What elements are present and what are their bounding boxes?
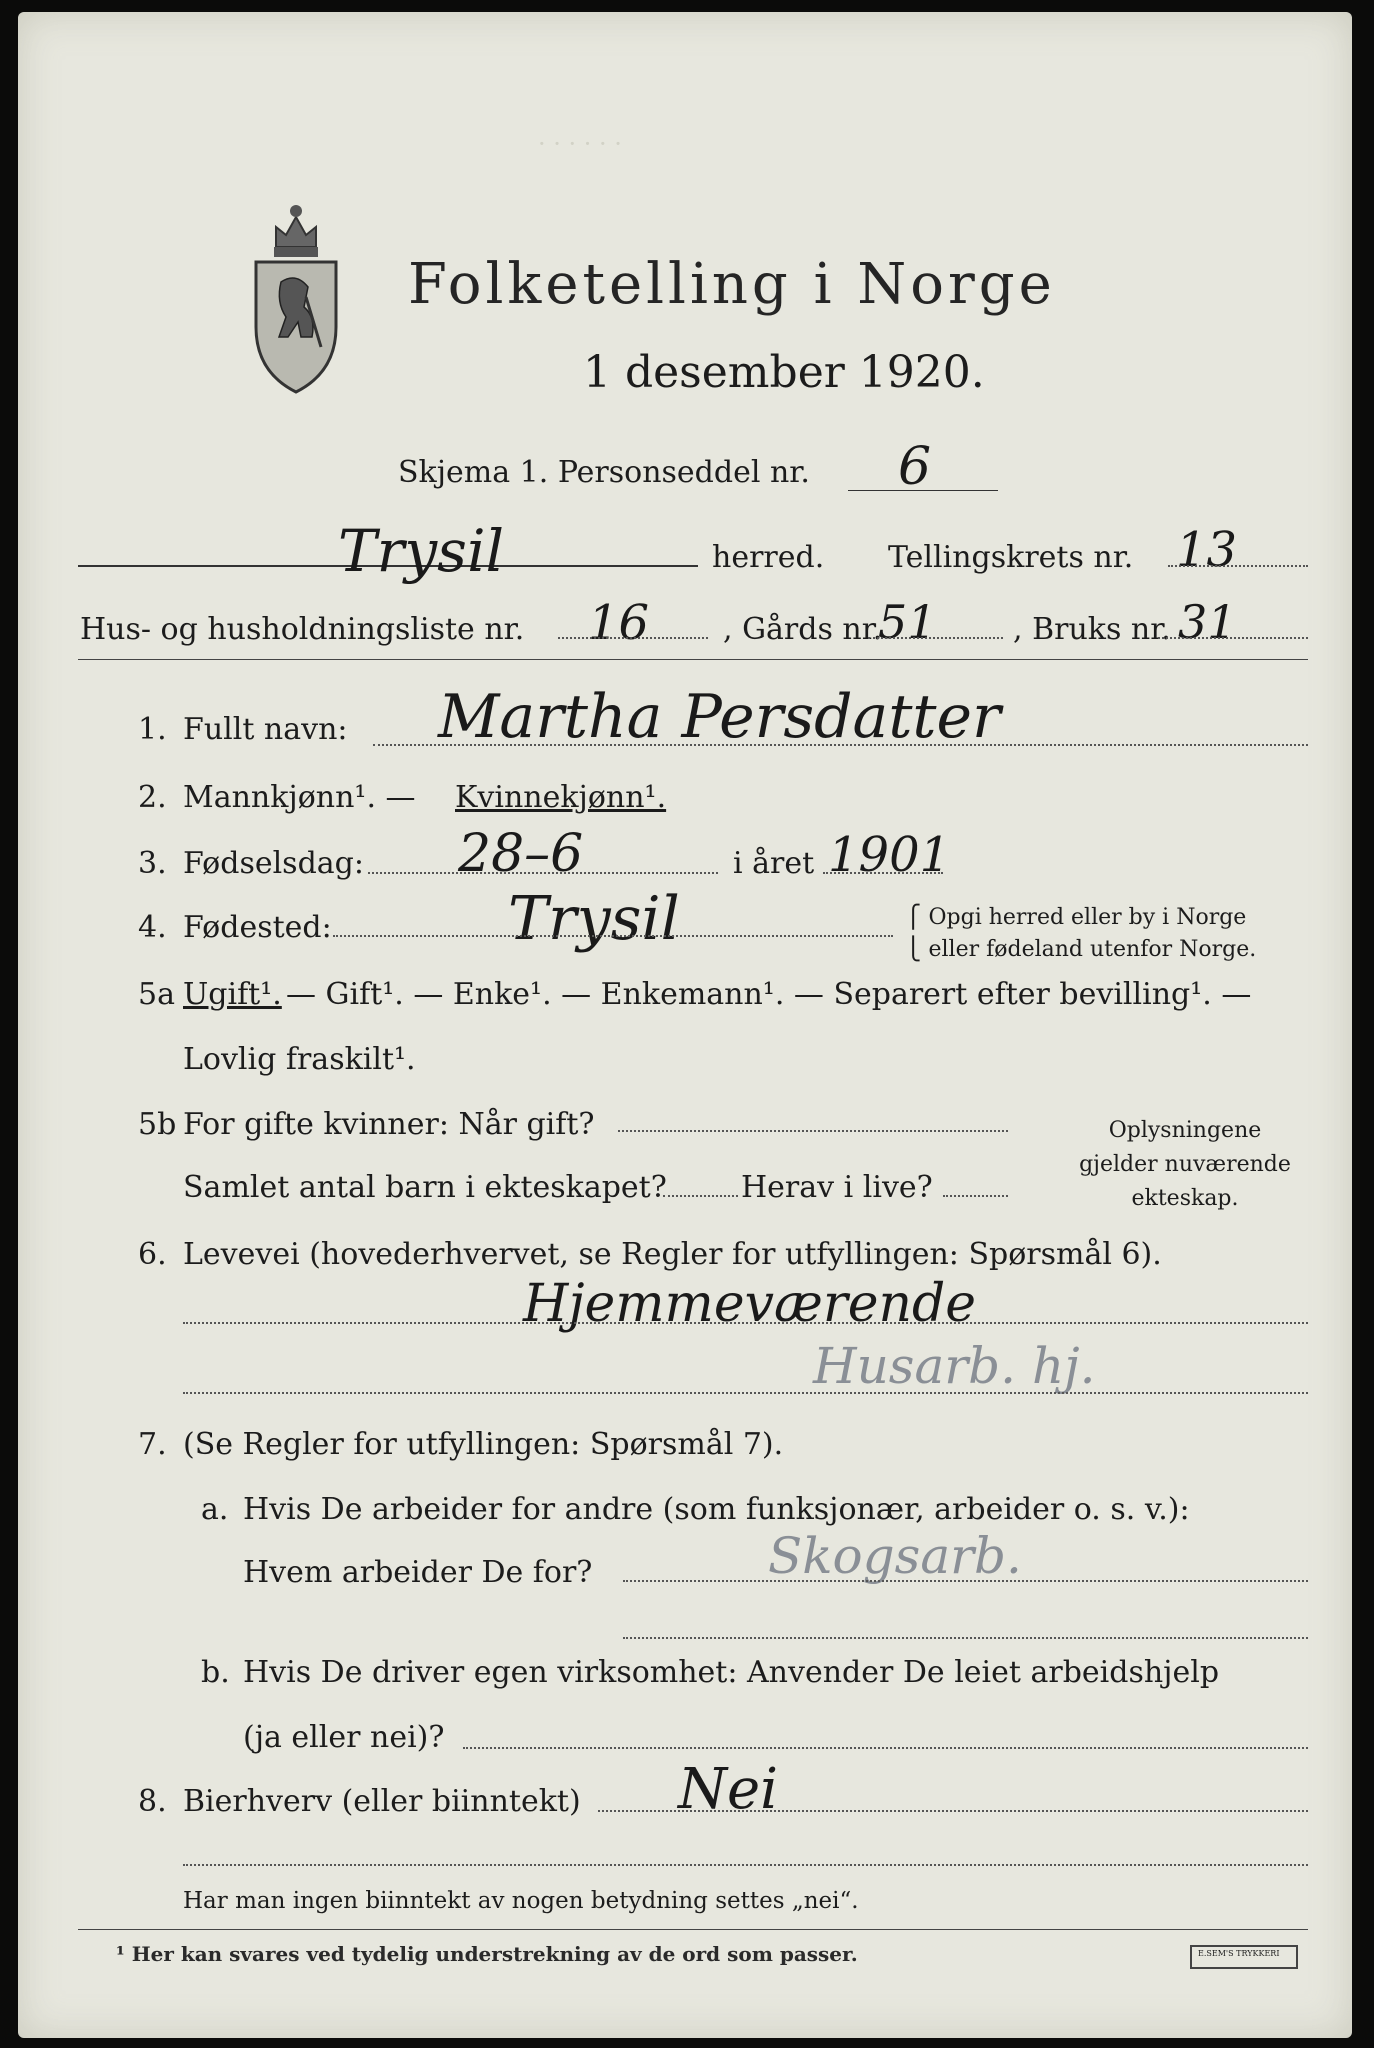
occupation-dots-1: [183, 1322, 1308, 1324]
ugift-option[interactable]: Ugift¹.: [183, 977, 282, 1012]
bruks-dots: [1158, 637, 1308, 639]
q5a-options: — Gift¹. — Enke¹. — Enkemann¹. — Separert efter bevilling¹. —: [286, 977, 1252, 1012]
q5b-note-line-2: gjelder nuværende: [1079, 1152, 1291, 1177]
birthplace-dots: [333, 935, 893, 937]
q6-number: 6.: [138, 1237, 167, 1272]
q1-number: 1.: [138, 712, 167, 747]
alive-dots: [943, 1195, 1008, 1197]
printer-stamp-text: E.SEM'S TRYKKERI: [1198, 1949, 1280, 1958]
q3-number: 3.: [138, 846, 167, 881]
income-note: Har man ingen biinntekt av nogen betydning settes „nei“.: [183, 1888, 859, 1914]
footnote: ¹ Her kan svares ved tydelig understrekning av de ord som passer.: [116, 1942, 858, 1966]
q4-number: 4.: [138, 910, 167, 945]
q5b-label: For gifte kvinner: Når gift?: [183, 1107, 595, 1142]
q5b-children-label: Samlet antal barn i ekteskapet?: [183, 1170, 667, 1205]
occupation-dots-2: [183, 1392, 1308, 1394]
gards-label: , Gårds nr.: [723, 612, 883, 647]
q7b-dots: [463, 1747, 1308, 1749]
husholdningsliste-label: Hus- og husholdningsliste nr.: [80, 612, 525, 647]
q1-label: Fullt navn:: [183, 712, 348, 747]
tellingskrets-dots: [1168, 565, 1308, 567]
q7-number: 7.: [138, 1427, 167, 1462]
q7b-letter: b.: [201, 1655, 230, 1690]
husholdningsliste-value[interactable]: 16: [588, 595, 650, 651]
printer-stamp: [1190, 1945, 1298, 1969]
q5b-note-line-1: Oplysningene: [1108, 1118, 1262, 1143]
year-label: i året: [733, 846, 815, 881]
form-date: 1 desember 1920.: [583, 347, 985, 398]
q4-label: Fødested:: [183, 910, 332, 945]
q7b-label: Hvis De driver egen virksomhet: Anvender De leiet arbeidshjelp: [243, 1655, 1220, 1690]
birthplace-value[interactable]: Trysil: [508, 884, 680, 954]
birthplace-note-line-2: ⎩ eller fødeland utenfor Norge.: [905, 937, 1257, 962]
q5b-note: [1050, 1114, 1320, 1216]
birthday-value[interactable]: 28–6: [458, 824, 584, 884]
header-divider: [78, 659, 1308, 660]
occupation-value[interactable]: Hjemmeværende: [523, 1274, 977, 1334]
q5b-number: 5b: [138, 1107, 177, 1142]
occupation-pencil-note: Husarb. hj.: [813, 1337, 1096, 1395]
employer-dots-2: [623, 1637, 1308, 1639]
q8-label: Bierhverv (eller biinntekt): [183, 1784, 581, 1819]
herred-value[interactable]: Trysil: [338, 517, 505, 585]
bleed-through-text: · · · · · ·: [538, 130, 622, 158]
q6-label: Levevei (hovederhvervet, se Regler for utfyllingen: Spørsmål 6).: [183, 1237, 1162, 1272]
q7a-employer-label: Hvem arbeider De for?: [243, 1555, 593, 1590]
herred-label: herred.: [712, 540, 825, 575]
full-name-dots: [373, 744, 1308, 746]
q7a-letter: a.: [201, 1492, 229, 1527]
personseddel-underline: [848, 490, 998, 491]
personseddel-number[interactable]: 6: [898, 437, 932, 497]
side-income-dots-2: [183, 1864, 1308, 1866]
employer-pencil-value[interactable]: Skogsarb.: [768, 1527, 1022, 1585]
q5b-note-line-3: ekteskap.: [1131, 1186, 1239, 1211]
employer-dots-1: [623, 1580, 1308, 1582]
husholdningsliste-dots: [558, 637, 708, 639]
q8-number: 8.: [138, 1784, 167, 1819]
birth-year-dots: [823, 872, 943, 874]
kvinnekjonn-option[interactable]: Kvinnekjønn¹.: [455, 780, 667, 815]
q5a-number: 5a: [138, 977, 175, 1012]
q2-label: Mannkjønn¹. —: [183, 780, 416, 815]
q7b-label-cont: (ja eller nei)?: [243, 1720, 445, 1755]
gards-value[interactable]: 51: [878, 595, 937, 649]
birthplace-note-line-1: ⎧ Opgi herred eller by i Norge: [905, 905, 1247, 930]
form-title: Folketelling i Norge: [408, 252, 1056, 317]
q3-label: Fødselsdag:: [183, 846, 364, 881]
side-income-dots-1: [598, 1810, 1308, 1812]
form-page: [18, 12, 1352, 2038]
q7-label: (Se Regler for utfyllingen: Spørsmål 7).: [183, 1427, 784, 1462]
q2-number: 2.: [138, 780, 167, 815]
bruks-label: , Bruks nr.: [1013, 612, 1171, 647]
married-when-dots: [618, 1130, 1008, 1132]
coat-of-arms-icon: [246, 187, 346, 397]
q5b-alive-label: Herav i live?: [741, 1170, 933, 1205]
q5a-options-cont: Lovlig fraskilt¹.: [183, 1042, 416, 1077]
bruks-value[interactable]: 31: [1178, 595, 1237, 649]
birth-year-value[interactable]: 1901: [828, 827, 951, 883]
tellingskrets-label: Tellingskrets nr.: [888, 540, 1134, 575]
gards-dots: [868, 637, 1003, 639]
full-name-value[interactable]: Martha Persdatter: [438, 682, 1001, 752]
birthplace-note: [905, 902, 1256, 966]
footer-divider: [78, 1929, 1308, 1930]
schema-label: Skjema 1. Personseddel nr.: [398, 455, 810, 490]
side-income-value[interactable]: Nei: [678, 1757, 779, 1822]
birthday-dots: [368, 872, 718, 874]
tellingskrets-value[interactable]: 13: [1176, 522, 1238, 578]
q7a-label: Hvis De arbeider for andre (som funksjonær, arbeider o. s. v.):: [243, 1492, 1190, 1527]
children-dots: [663, 1195, 738, 1197]
